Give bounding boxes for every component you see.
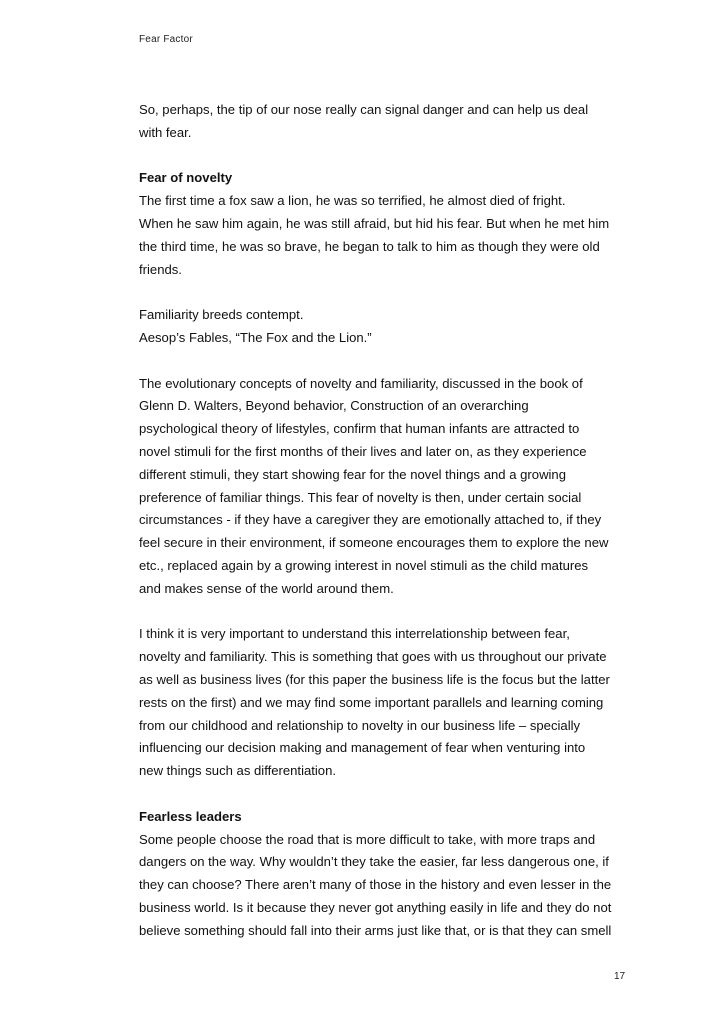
paragraph-fable (139, 190, 629, 281)
text-line: from our childhood and relationship to novelty in our business life – specially (139, 717, 581, 733)
text-line: Aesop’s Fables, “The Fox and the Lion.” (139, 329, 372, 345)
text-line: The first time a fox saw a lion, he was so terrified, he almost died of fright. (139, 193, 566, 209)
text-line: I think it is very important to understand this interrelationship between fear, (139, 626, 570, 642)
text-line: rests on the first) and we may find some important parallels and learning coming (139, 694, 604, 710)
page-body (139, 99, 629, 942)
section-heading-fear-of-novelty: Fear of novelty (139, 170, 233, 186)
text-line: dangers on the way. Why wouldn’t they take the easier, far less dangerous one, if (139, 854, 609, 870)
text-line: business world. Is it because they never got anything easily in life and they do not (139, 899, 612, 915)
text-line: So, perhaps, the tip of our nose really can signal danger and can help us deal (139, 102, 589, 117)
text-line: feel secure in their environment, if someone encourages them to explore the new (139, 535, 609, 551)
text-line: The evolutionary concepts of novelty and familiarity, discussed in the book of (139, 375, 583, 391)
paragraph-nose (139, 99, 629, 145)
paragraph-gap (139, 281, 629, 304)
text-line: and makes sense of the world around them. (139, 580, 394, 596)
paragraph-evolutionary-concepts (139, 373, 629, 601)
paragraph-gap (139, 601, 629, 624)
text-line: new things such as differentiation. (139, 763, 337, 779)
text-line: Some people choose the road that is more difficult to take, with more traps and (139, 831, 596, 847)
page-number: 17 (614, 971, 626, 982)
paragraph-gap (139, 145, 629, 168)
text-line: with fear. (139, 124, 192, 140)
paragraph-gap (139, 783, 629, 806)
paragraph-fearless-leaders (139, 829, 629, 943)
running-header: Fear Factor (139, 34, 193, 45)
text-line: novelty and familiarity. This is something that goes with us throughout our private (139, 649, 607, 665)
paragraph-gap (139, 350, 629, 373)
text-line: believe something should fall into their arms just like that, or is that they can smell (139, 922, 612, 938)
text-line: When he saw him again, he was still afraid, but hid his fear. But when he met him (139, 215, 610, 231)
section-heading-fearless-leaders: Fearless leaders (139, 808, 242, 824)
text-line: the third time, he was so brave, he began to talk to him as though they were old (139, 238, 600, 254)
text-line: Glenn D. Walters, Beyond behavior, Construction of an overarching (139, 398, 529, 414)
text-line: etc., replaced again by a growing interest in novel stimuli as the child matures (139, 557, 589, 573)
text-line: as well as business lives (for this paper the business life is the focus but the latter (139, 671, 610, 687)
text-line: they can choose? There aren’t many of those in the history and even lesser in the (139, 877, 612, 893)
text-line: circumstances - if they have a caregiver they are emotionally attached to, if they (139, 512, 602, 528)
text-line: friends. (139, 261, 182, 277)
text-line: different stimuli, they start showing fear for the novel things and a growing (139, 466, 566, 482)
text-line: influencing our decision making and management of fear when venturing into (139, 740, 586, 756)
text-line: Familiarity breeds contempt. (139, 307, 304, 323)
text-line: psychological theory of lifestyles, confirm that human infants are attracted to (139, 421, 580, 437)
text-line: novel stimuli for the first months of their lives and later on, as they experience (139, 443, 587, 459)
paragraph-moral (139, 304, 629, 350)
paragraph-interrelationship (139, 623, 629, 783)
text-line: preference of familiar things. This fear of novelty is then, under certain social (139, 489, 582, 505)
